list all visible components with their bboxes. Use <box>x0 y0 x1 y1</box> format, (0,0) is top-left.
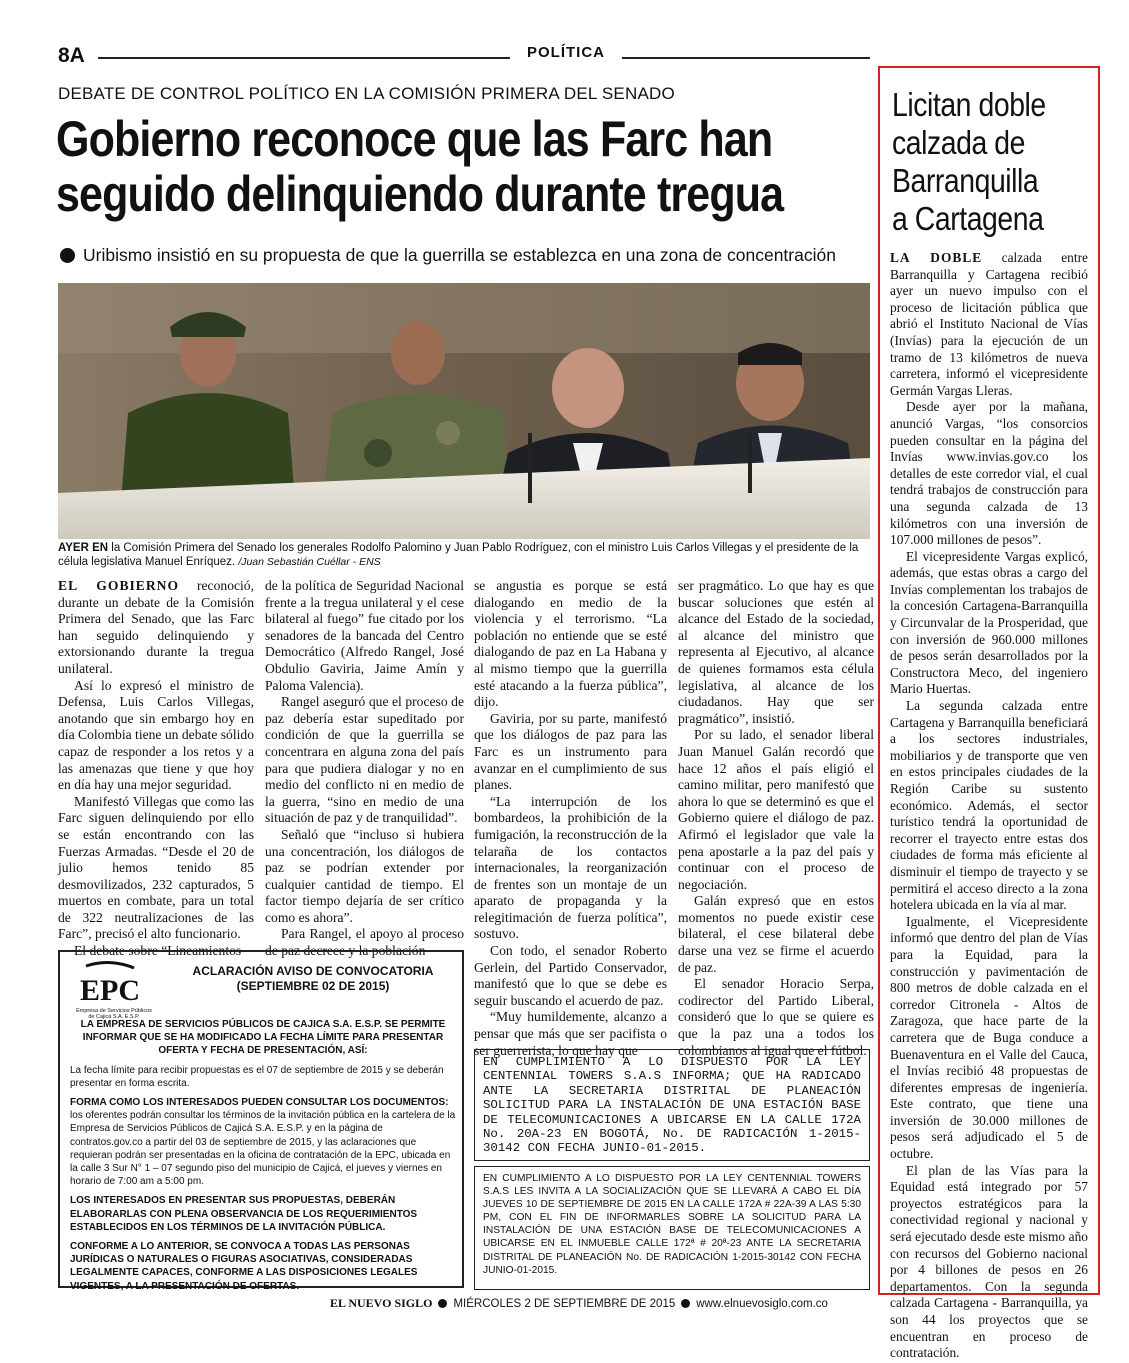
epc-notice <box>58 950 464 1292</box>
header-rule-right <box>622 57 870 59</box>
article-paragraph: Galán expresó que en estos momentos no puede existir cese bilateral, el cese bilateral debe darse una vez se firme el acuerdo de paz. <box>678 893 874 975</box>
photo-caption <box>58 541 870 569</box>
article-paragraph: de la política de Seguridad Nacional frente a la tregua unilateral y el cese bilateral al fuego” fue citado por los senadores de la bancada del Centro Democrático (Alfredo Rangel, José Obdulio Gaviria, Jaime Amín y Paloma Valencia). <box>265 578 464 693</box>
article-paragraph: “La interrupción de los bombardeos, la prohibición de la fumigación, la reconstrucción de la telaraña de los contactos internacionales, la reorganización de frentes son un montaje de un aparato de propaganda y la relegitimación de fuerza política”, sostuvo. <box>474 793 667 942</box>
footer-date: MIÉRCOLES 2 DE SEPTIEMBRE DE 2015 <box>453 1297 676 1310</box>
sidebar-headline-line: a Cartagena <box>892 200 1044 237</box>
bullet-dot-icon <box>60 248 75 263</box>
article-paragraph: reconoció, durante un debate de la Comisión Primera del Senado, que las Farc han seguido delinquiendo y extorsionando durante la tregua unilateral. <box>58 578 254 676</box>
article-paragraph: El debate sobre “Lineamientos <box>74 943 242 959</box>
sidebar-headline-line: Licitan doble <box>892 86 1046 123</box>
epc-title-text: ACLARACIÓN AVISO DE CONVOCATORIA <box>192 964 434 978</box>
article-photo <box>58 283 870 539</box>
footer-url[interactable]: www.elnuevosiglo.com.co <box>696 1297 828 1310</box>
article-paragraph: Así lo expresó el ministro de Defensa, Luis Carlos Villegas, anotando que sin embargo hoy en día Colombia tiene un debate sólido capaz de responder a los retos y a las amenazas que tiene y que hoy en día hay una mejor seguridad. <box>58 677 254 793</box>
article-column-4 <box>678 578 874 1059</box>
sidebar-lead-words: LA DOBLE <box>890 250 983 265</box>
sidebar-headline-line: Barranquilla <box>892 162 1039 199</box>
sidebar-paragraph: Desde ayer por la mañana, anunció Vargas, “los consorcios pueden consultar en la página del Invías www.invias.gov.co los detalles de este corredor vial, el cual tendrá trabajos de construcción para una segunda calzada de 13 kilómetros con una inversión de 107.000 millones de pesos”. <box>890 399 1088 548</box>
headline-line-2: seguido delinquiendo durante tregua <box>56 166 784 222</box>
epc-logo-icon <box>72 960 148 1008</box>
sidebar-body <box>890 250 1088 1362</box>
footer-dot-icon <box>438 1299 447 1308</box>
caption-text: la Comisión Primera del Senado los generales Rodolfo Palomino y Juan Pablo Rodríguez, con el ministro Luis Carlos Villegas y el presidente de la célula legislativa Manuel Enríquez. <box>58 542 859 568</box>
epc-intro-highlight: FECHA LÍMITE PARA PRESENTAR OFERTA Y FECHA DE PRESENTACIÓN, ASÍ: <box>158 1032 444 1057</box>
section-label: POLÍTICA <box>527 44 605 61</box>
article-subhead <box>60 245 870 266</box>
page-number: 8A <box>58 44 85 67</box>
caption-lead: AYER EN <box>58 542 109 554</box>
article-paragraph: Señaló que “incluso si hubiera una concentración, los diálogos de paz se podrían extender por cualquier cantidad de tiempo. El factor tiempo dejaría de ser crítico como es ahora”. <box>265 826 464 925</box>
header-rule-left <box>98 57 510 59</box>
article-paragraph: ser pragmático. Lo que hay es que buscar soluciones que estén al alcance del Estado de la sociedad, al alcance del ministro que representa al Ejecutivo, al alcance de quienes formamos esta célula legislativa, al alcance de los ciudadanos. Hay que ser pragmático”, insistió. <box>678 578 874 726</box>
epc-paragraph-heading: FORMA COMO LOS INTERESADOS PUEDEN CONSULTAR LOS DOCUMENTOS: <box>70 1097 449 1109</box>
epc-body <box>70 1018 456 1293</box>
article-column-1 <box>58 578 254 960</box>
senate-meeting-photo <box>58 283 870 539</box>
epc-paragraph: La fecha límite para recibir propuestas es el 07 de septiembre de 2015 y se deberán presentar en forma escrita. <box>70 1064 444 1089</box>
page-footer <box>330 1296 828 1311</box>
sidebar-article <box>878 66 1100 1361</box>
article-column-3 <box>474 578 667 1059</box>
article-paragraph: Con todo, el senador Roberto Gerlein, del Partido Conservador, manifestó que lo que se debe es seguir buscando el acuerdo de paz. <box>474 943 667 1008</box>
article-paragraph: Manifestó Villegas que como las Farc siguen delinquiendo por ello se están encontrando con las Fuerzas Armadas. “Desde el 20 de julio hemos tenido 85 desmovilizados, 232 capturados, 5 muertos en combate, para un total de 322 neutralizaciones de las Farc”, precisó el alto funcionario. <box>58 793 254 942</box>
centennial-notice-2: EN CUMPLIMIENTO A LO DISPUESTO POR LA LEY CENTENNIAL TOWERS S.A.S LES INVITA A LA SOCIALIZACIÓN QUE SE LLEVARÁ A CABO EL DÍA JUEVES 10 DE SEPTIEMBRE DE 2015 EN LA CALLE 172A # 22A-39 A LAS 5:30 PM, CON EL FIN DE INFORMARLES SOBRE LA SOLICITUD PARA LA INSTALACIÓN DE UNA ESTACIÓN BASE DE TELECOMUNICACIONES A UBICARSE EN EL INMUEBLE CALLE 172ª # 20ª-23 ANTE LA SECRETARIA DISTRITAL DE PLANEACIÓN No. DE RADICACIÓN 1-2015-30142 CON FECHA JUNIO-01-2015. <box>474 1166 870 1290</box>
caption-credit: /Juan Sebastián Cuéllar - ENS <box>238 556 381 568</box>
footer-brand: EL NUEVO SIGLO <box>330 1296 433 1310</box>
article-paragraph: Rangel aseguró que el proceso de paz debería estar supeditado por condición de que la guerrilla se concentrara en alguna zona del país para que pudiera dialogar y no en medio del conflicto ni en medio de la guerra, “sino en medio de una situación de paz y de tranquilidad”. <box>265 694 464 826</box>
epc-paragraph: LOS INTERESADOS EN PRESENTAR SUS PROPUESTAS, DEBERÁN ELABORARLAS CON PLENA OBSERVANCIA DE LOS REQUERIMIENTOS ESTABLECIDOS EN LOS TÉRMINOS DE LA INVITACIÓN PÚBLICA. <box>70 1195 418 1233</box>
article-column-2 <box>265 578 464 960</box>
article-paragraph: El senador Horacio Serpa, codirector del Partido Liberal, consideró que lo que se quiere es que la paz una a todos los colombianos al igual que el fútbol. <box>678 976 874 1058</box>
epc-logo-text: EPC <box>80 974 140 1007</box>
headline-line-1: Gobierno reconoce que las Farc han <box>56 111 773 167</box>
epc-date: (SEPTIEMBRE 02 DE 2015) <box>236 979 390 993</box>
sidebar-paragraph: calzada entre Barranquilla y Cartagena recibió ayer un nuevo impulso con el proceso de licitación pública que abrió el Instituto Nacional de Vías (Invías) para la ejecución de un tramo de 13 kilómetros de nueva carretera, informó el vicepresidente Germán Vargas Lleras. <box>890 250 1088 398</box>
article-paragraph: Gaviria, por su parte, manifestó que los diálogos de paz para las Farc es un instrumento para avanzar en el cumplimiento de sus planes. <box>474 710 667 793</box>
sidebar-paragraph: El vicepresidente Vargas explicó, además, que estas obras a cargo del Invías complementan los trabajos de la concesión Cartagena-Barranquilla y Circunvalar de la Prosperidad, que con inversión de 960.000 millones de pesos serán desarrollados por la Constructora Meco, del ingeniero Mario Huertas. <box>890 548 1088 697</box>
article-headline <box>56 111 784 222</box>
article-paragraph: Para Rangel, el apoyo al proceso de paz decrece y la población <box>265 926 464 959</box>
sidebar-headline <box>892 86 1064 238</box>
epc-logo <box>72 960 152 1020</box>
article-paragraph: se angustia es porque se está dialogando en medio de la violencia y el terrorismo. “La población no entiende que se esté dialogando de paz en La Habana y al mismo tiempo que la guerrilla esté atacando a la fuerza pública”, dijo. <box>474 578 667 710</box>
article-paragraph: Por su lado, el senador liberal Juan Manuel Galán recordó que hace 12 años el país eligió el camino militar, pero manifestó que ahora lo que se determinó es que el Gobierno quiere el diálogo de paz. Afirmó el legislador que vale la pena apostarle a la paz del país y continuar con el proceso de negociación. <box>678 727 874 892</box>
sidebar-paragraph: El plan de las Vías para la Equidad está integrado por 57 proyectos estratégicos para la conectividad regional y nacional y será ejecutado desde este mismo año con recursos del Gobierno nacional por 4 billones de pesos en 26 departamentos. Con la segunda calzada Cartagena - Barranquilla, ya son 44 los proyectos que se encuentran en proceso de contratación. <box>890 1162 1088 1361</box>
sidebar-paragraph: Igualmente, el Vicepresidente informó que dentro del plan de Vías para la Equidad, para la construcción y pavimentación de 800 metros de doble calzada en el corredor Citronela - Altos de Zaragoza, que hace parte de la carretera que de Buga conduce a Buenaventura en el Valle del Cauca, el Invías recibió 48 propuestas de diferentes empresas de ingeniería. Este contrato, que tiene una inversión de 30.000 millones de pesos será adjudicado el 5 de octubre. <box>890 913 1088 1162</box>
sidebar-paragraph: La segunda calzada entre Cartagena y Barranquilla beneficiará a los sectores industriales, mobiliarios y de transporte que ven en estos principales ciudades de la Región Caribe su sustento económico. Además, el sector turístico tendrá la oportunidad de recorrer el trayecto entre estas dos ciudades de forma más eficiente al disminuir el tiempo de trayecto y se permitirá el acceso directo a la zona hotelera ubicada en la vía al mar. <box>890 698 1088 913</box>
footer-dot-icon <box>681 1299 690 1308</box>
epc-intro: LA EMPRESA DE SERVICIOS PÚBLICOS DE CAJICA S.A. E.S.P. SE PERMITE INFORMAR QUE SE HA MODIFICADO LA <box>80 1019 446 1044</box>
epc-logo-subtitle: Empresa de Servicios Públicos de Cajicá S.A. E.S.P. <box>76 1008 152 1020</box>
epc-title <box>178 964 448 994</box>
epc-paragraph: CONFORME A LO ANTERIOR, SE CONVOCA A TODAS LAS PERSONAS JURÍDICAS O NATURALES O FIGURAS ASOCIATIVAS, CONSIDERADAS LEGALMENTE CAPACES, CONFORME A LAS DISPOSICIONES LEGALES VIGENTES, A LA PRESENTACIÓN DE OFERTAS. <box>70 1241 418 1292</box>
article-kicker: DEBATE DE CONTROL POLÍTICO EN LA COMISIÓN PRIMERA DEL SENADO <box>58 84 675 103</box>
centennial-notice-1: EN CUMPLIMIENTO A LO DISPUESTO POR LA LEY CENTENNIAL TOWERS S.A.S INFORMA; QUE HA RADICADO ANTE LA SECRETARIA DISTRITAL DE PLANEACIÓN SOLICITUD PARA LA INSTALACIÓN DE UNA ESTACIÓN BASE DE TELECOMUNICACIONES A UBICARSE EN LA CALLE 172A No. 20A-23 EN BOGOTÁ, No. DE RADICACIÓN 1-2015-30142 CON FECHA JUNIO-01-2015. <box>474 1049 870 1161</box>
article-lead-words: EL GOBIERNO <box>58 578 180 593</box>
sidebar-headline-line: calzada de <box>892 124 1025 161</box>
epc-paragraph: los oferentes podrán consultar los términos de la invitación pública en la cartelera de la Empresa de Servicios Públicos de Cajicá S.A. E.S.P. y en la página de contratos.gov.co a partir del 03 de septiembre de 2015, y las aclaraciones que requieran podrán ser presentadas en la oficina de contratación de la EPC, ubicada en la calle 3 Sur N° 1 – 07 segundo piso del municipio de Cajicá, el jueves y viernes en horario de 7:00 am a 5:00 pm. <box>70 1110 456 1188</box>
subhead-text: Uribismo insistió en su propuesta de que la guerrilla se establezca en una zona de concentración <box>83 245 836 265</box>
article-paragraph: “Muy humildemente, alcanzo a pensar que más que ser pacifista o ser guerrerista, lo que hay que <box>474 1009 667 1058</box>
